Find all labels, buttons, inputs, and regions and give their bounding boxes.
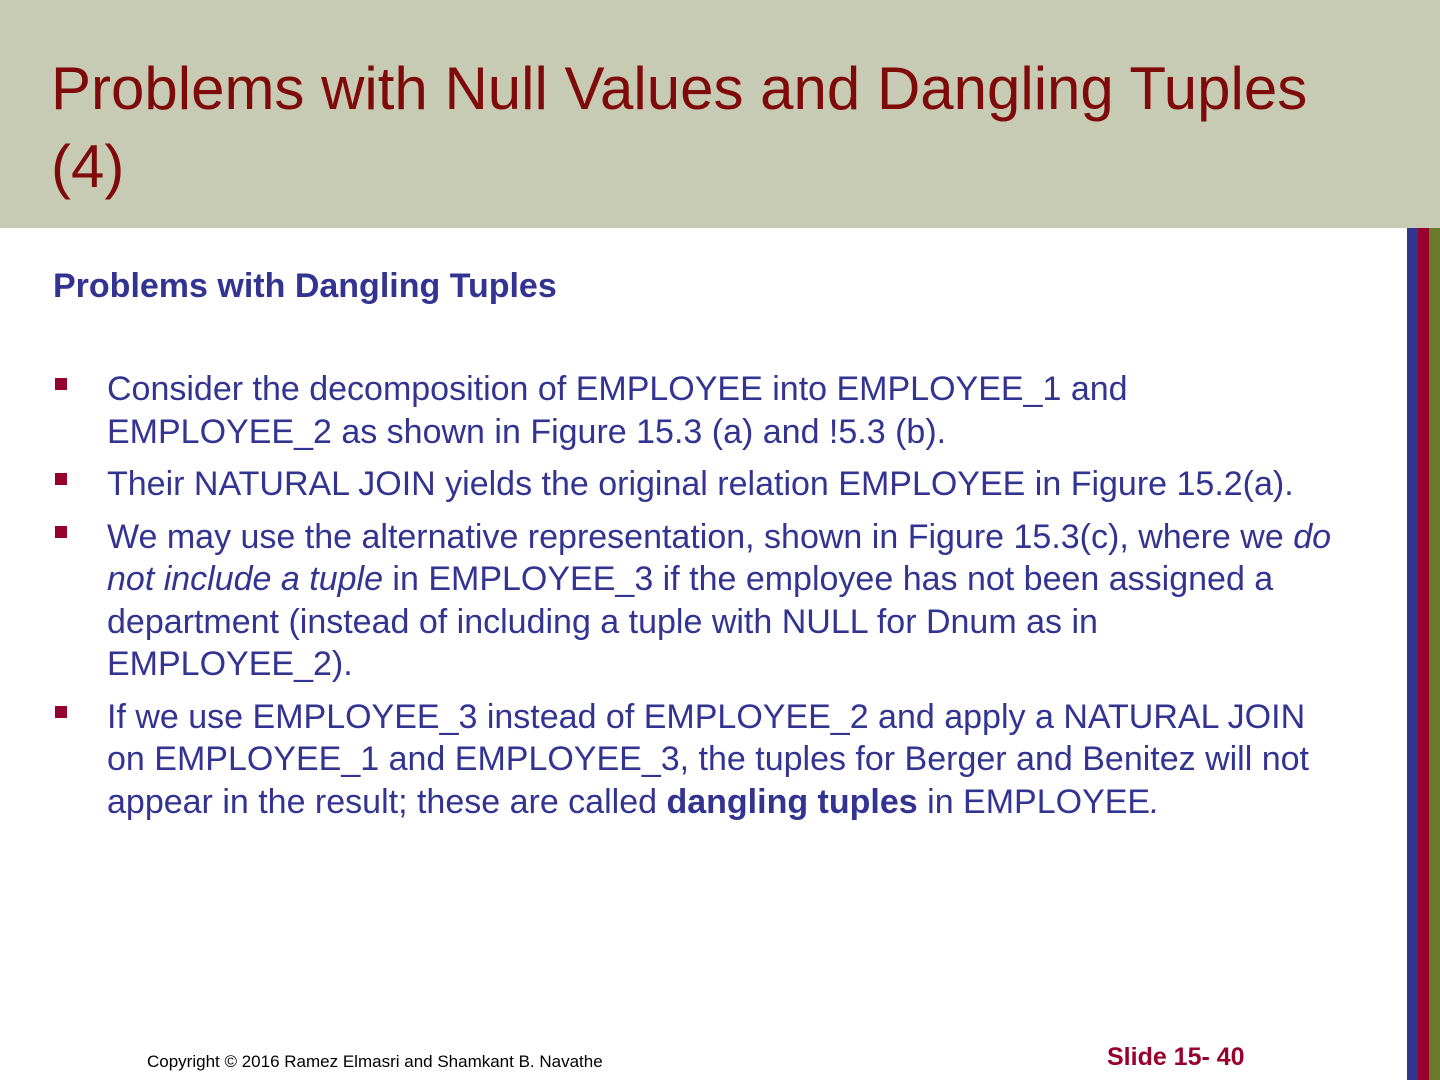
bullet-text: We may use the alternative representation, shown in Figure 15.3(c), where we xyxy=(107,517,1294,556)
section-subheading: Problems with Dangling Tuples xyxy=(53,267,557,305)
bullet-list xyxy=(53,368,1343,833)
slide-number: Slide 15- 40 xyxy=(1107,1043,1245,1071)
bullet-text: . xyxy=(1150,782,1160,821)
bullet-text: do not include a tuple xyxy=(107,517,1332,598)
square-bullet-icon xyxy=(55,473,67,485)
bullet-text: in EMPLOYEE xyxy=(917,782,1151,821)
copyright-notice: Copyright © 2016 Ramez Elmasri and Shamkant B. Navathe xyxy=(147,1052,603,1071)
slide-title: Problems with Null Values and Dangling Tuples (4) xyxy=(51,55,1308,200)
bullet-item xyxy=(53,463,1343,506)
square-bullet-icon xyxy=(55,526,67,538)
square-bullet-icon xyxy=(55,378,67,390)
bullet-item xyxy=(53,516,1343,686)
bullet-item xyxy=(53,696,1343,824)
bullet-text: Their NATURAL JOIN yields the original relation EMPLOYEE in Figure 15.2(a). xyxy=(107,465,1294,503)
bullet-text: dangling tuples xyxy=(666,782,918,821)
decorative-stripe-blue xyxy=(1407,228,1418,1080)
decorative-stripe-red xyxy=(1418,228,1429,1080)
bullet-text: in EMPLOYEE_3 if the employee has not been assigned a department (instead of including a tuple with NULL for Dnum as in EMPLOYEE_2). xyxy=(107,560,1274,683)
bullet-text: Consider the decomposition of EMPLOYEE into EMPLOYEE_1 and EMPLOYEE_2 as shown in Figure 15.3 (a) and !5.3 (b). xyxy=(107,370,1128,451)
bullet-item xyxy=(53,368,1343,453)
bullet-text: If we use EMPLOYEE_3 instead of EMPLOYEE_2 and apply a NATURAL JOIN on EMPLOYEE_1 and EMPLOYEE_3, the tuples for Berger and Benitez will not appear in the result; these are called xyxy=(107,697,1310,821)
square-bullet-icon xyxy=(55,706,67,718)
decorative-stripe-olive xyxy=(1429,228,1440,1080)
